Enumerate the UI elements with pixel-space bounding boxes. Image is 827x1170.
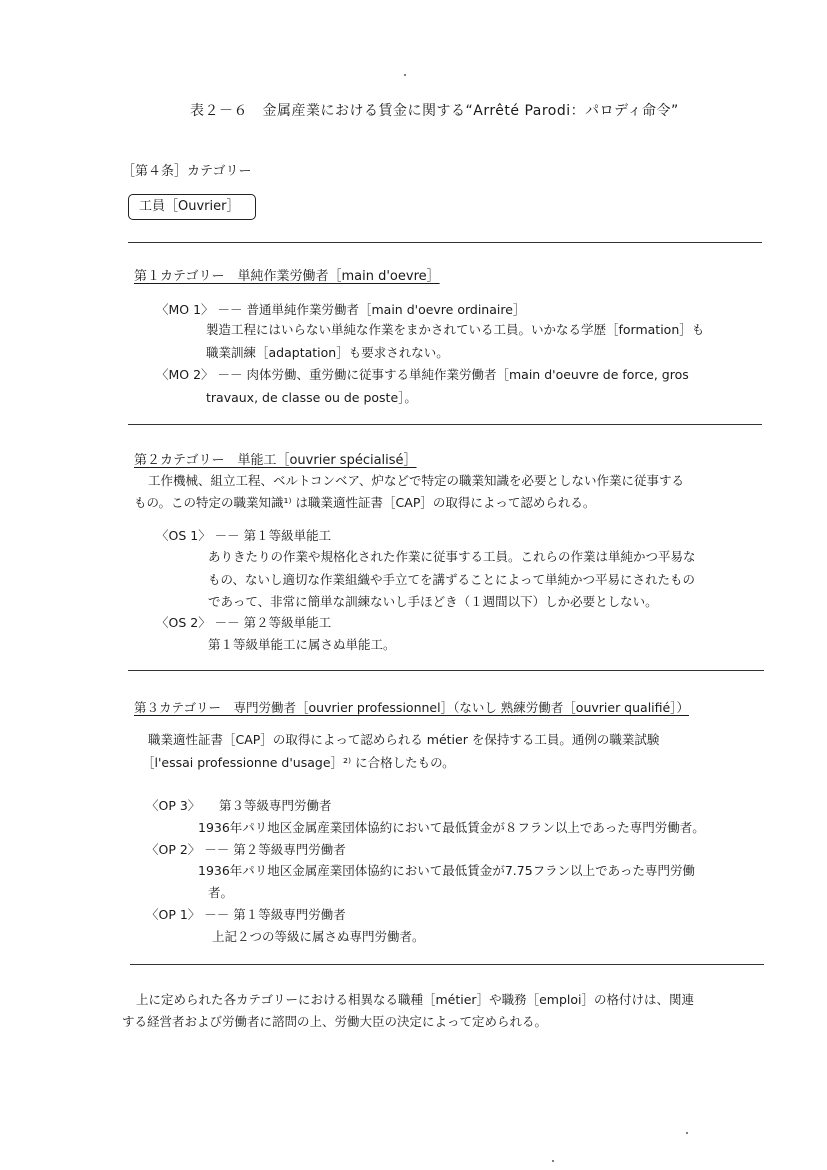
cat3-intro-1: 職業適性証書［CAP］の取得によって認められる métier を保持する工員。通例の職業試験 xyxy=(148,732,660,747)
os2-line-2: 第１等級単能工に属さぬ単能工。 xyxy=(208,637,396,652)
mo1-line-3: 職業訓練［adaptation］も要求されない。 xyxy=(206,345,449,360)
os2-line-1: 〈OS 2〉 －－ 第２等級単能工 xyxy=(156,615,332,630)
op3-line-1: 〈OP 3〉 第３等級専門労働者 xyxy=(146,798,332,813)
separator xyxy=(130,964,764,965)
op2-line-3: 者。 xyxy=(208,885,234,900)
op3-line-2: 1936年パリ地区金属産業団体協約において最低賃金が８フラン以上であった専門労働者。 xyxy=(198,820,705,835)
category-1-heading: 第１カテゴリー 単純作業労働者［main d'oevre］ xyxy=(134,269,440,284)
ouvrier-box xyxy=(128,194,256,220)
os1-line-1: 〈OS 1〉 －－ 第１等級単能工 xyxy=(156,528,332,543)
scan-speck xyxy=(552,1160,554,1162)
article-label: ［第４条］カテゴリー xyxy=(122,164,252,179)
footer-line-2: する経営者および労働者に諮問の上、労働大臣の決定によって定められる。 xyxy=(122,1014,548,1029)
cat2-intro-1: 工作機械、組立工程、ベルトコンベア、炉などで特定の職業知識を必要としない作業に従事する xyxy=(148,473,685,488)
scan-speck xyxy=(404,74,406,76)
op1-line-2: 上記２つの等級に属さぬ専門労働者。 xyxy=(212,929,425,944)
page-title: 表２－６ 金属産業における賃金に関する“Arrêté Parodi：パロディ命令” xyxy=(190,103,679,119)
footer-line-1: 上に定められた各カテゴリーにおける相異なる職種［métier］や職務［emploi］の格付けは、関連 xyxy=(136,992,694,1007)
separator xyxy=(128,670,764,671)
op2-line-1: 〈OP 2〉 －－ 第２等級専門労働者 xyxy=(146,842,346,857)
os1-line-2: ありきたりの作業や規格化された作業に従事する工員。これらの作業は単純かつ平易な xyxy=(208,549,696,564)
separator xyxy=(128,424,762,425)
mo1-line-2: 製造工程にはいらない単純な作業をまかされている工員。いかなる学歴［formation］も xyxy=(206,322,705,337)
op1-line-1: 〈OP 1〉 －－ 第１等級専門労働者 xyxy=(146,907,346,922)
cat2-intro-2: もの。この特定の職業知識¹⁾ は職業適性証書［CAP］の取得によって認められる。 xyxy=(134,495,596,510)
os1-line-4: であって、非常に簡単な訓練ないし手ほどき（１週間以下）しか必要としない。 xyxy=(208,594,658,609)
scan-speck xyxy=(686,1132,688,1134)
ouvrier-box-label: 工員［Ouvrier］ xyxy=(139,199,240,214)
category-2-heading: 第２カテゴリー 単能工［ouvrier spécialisé］ xyxy=(134,453,417,468)
separator xyxy=(128,242,762,243)
mo2-line-2: travaux, de classe ou de poste］。 xyxy=(206,390,417,405)
cat3-intro-2: ［l'essai professionne d'usage］²⁾ に合格したもの。 xyxy=(142,755,455,770)
os1-line-3: もの、ないし適切な作業組織や手立てを講ずることによって単純かつ平易にされたもの xyxy=(208,572,696,587)
category-3-heading: 第３カテゴリー 専門労働者［ouvrier professionnel］（ないし 熟練労働者［ouvrier qualifié］） xyxy=(134,700,689,715)
mo2-line-1: 〈MO 2〉 －－ 肉体労働、重労働に従事する単純作業労働者［main d'oeuvre de force, gros xyxy=(156,367,689,382)
mo1-line-1: 〈MO 1〉 －－ 普通単純作業労働者［main d'oevre ordinaire］ xyxy=(156,302,526,317)
op2-line-2: 1936年パリ地区金属産業団体協約において最低賃金が7.75フラン以上であった専門労働 xyxy=(198,863,696,878)
